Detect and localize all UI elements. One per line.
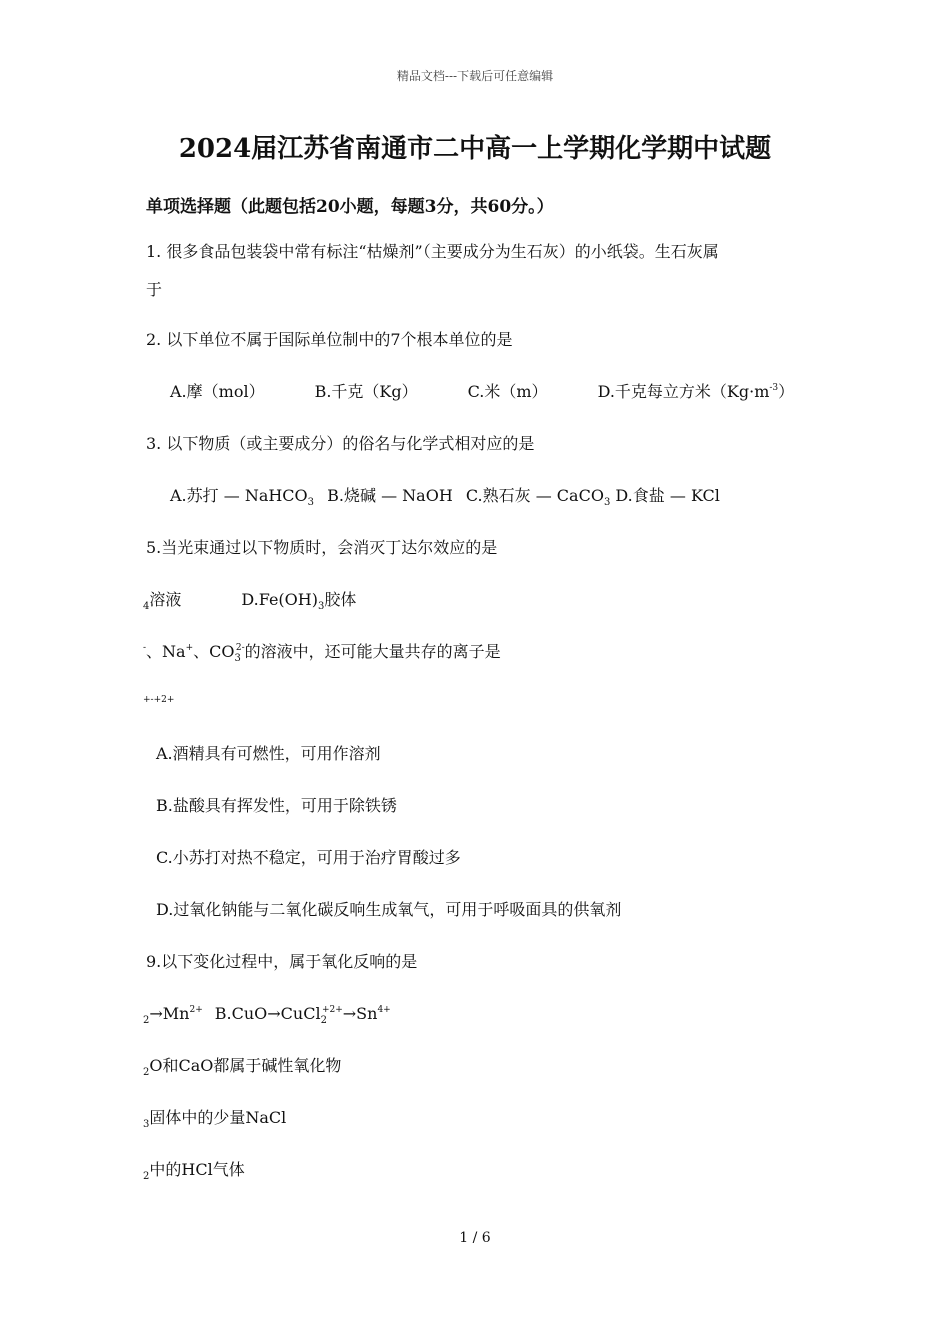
property-option-c: C.小苏打对热不稳定，可用于治疗胃酸过多: [156, 848, 461, 867]
fragment-line-1: $_2$O和CaO都属于碱性氧化物: [143, 1056, 342, 1078]
property-option-a: A.酒精具有可燃性，可用作溶剂: [156, 744, 381, 763]
option-a: A.摩（mol）: [170, 382, 265, 401]
question-5: 5.当光束通过以下物质时，会消灭丁达尔效应的是: [146, 538, 498, 557]
question-9: 9.以下变化过程中，属于氧化反响的是: [146, 952, 418, 971]
option-b: B.烧碱 — NaOH: [327, 486, 453, 505]
option-a: A.苏打 — NaHCO$_3$: [170, 486, 315, 508]
fragment-line-3: $_2$中的HCl气体: [143, 1160, 245, 1182]
page-title: 2024届江苏省南通市二中高一上学期化学期中试题: [178, 134, 772, 164]
question-1-line1: 1. 很多食品包装袋中常有标注“枯燥剂”（主要成分为生石灰）的小纸袋。生石灰属: [146, 242, 719, 261]
question-1-line2: 于: [146, 280, 163, 299]
fragment-line-2: $_3$固体中的少量NaCl: [143, 1108, 287, 1130]
option-d: $D.Fe(OH)_3$胶体: [241, 590, 357, 612]
question-5-fragment: $_4$溶液 $D.Fe(OH)_3$胶体: [143, 590, 357, 612]
question-2: 2. 以下单位不属于国际单位制中的7个根本单位的是: [146, 330, 513, 349]
page-number: 1 / 6: [459, 1230, 491, 1246]
property-option-d: D.过氧化钠能与二氧化碳反响生成氧气，可用于呼吸面具的供氧剂: [156, 900, 622, 919]
option-d: D.千克每立方米$(Kg\cdot m^{-3})$: [597, 382, 795, 401]
question-2-options: [170, 382, 794, 405]
page-header: 精品文档---下载后可任意编辑: [396, 69, 554, 83]
option-b: B.千克（Kg）: [314, 382, 418, 401]
ions-fragment: +-+2+: [143, 695, 175, 705]
option-c: C.熟石灰 — CaCO$_3$: [465, 486, 611, 508]
ions-question: -、Na+、$CO_3^{2-}$的溶液中，还可能大量共存的离子是: [143, 642, 501, 664]
question-3-options: [170, 486, 720, 509]
option-d: D.食盐 — KCl: [615, 486, 720, 505]
question-9-fragment: $_2\to Mn^{2+}$ $B.CuO\to CuCl_2^{+2+}\to Sn^{4+}$: [143, 1004, 391, 1026]
question-3: 3. 以下物质（或主要成分）的俗名与化学式相对应的是: [146, 434, 535, 453]
property-option-b: B.盐酸具有挥发性，可用于除铁锈: [156, 796, 397, 815]
section-heading: 单项选择题（此题包括20小题，每题3分，共60分。）: [146, 197, 554, 217]
option-c: C.米（m）: [467, 382, 548, 401]
